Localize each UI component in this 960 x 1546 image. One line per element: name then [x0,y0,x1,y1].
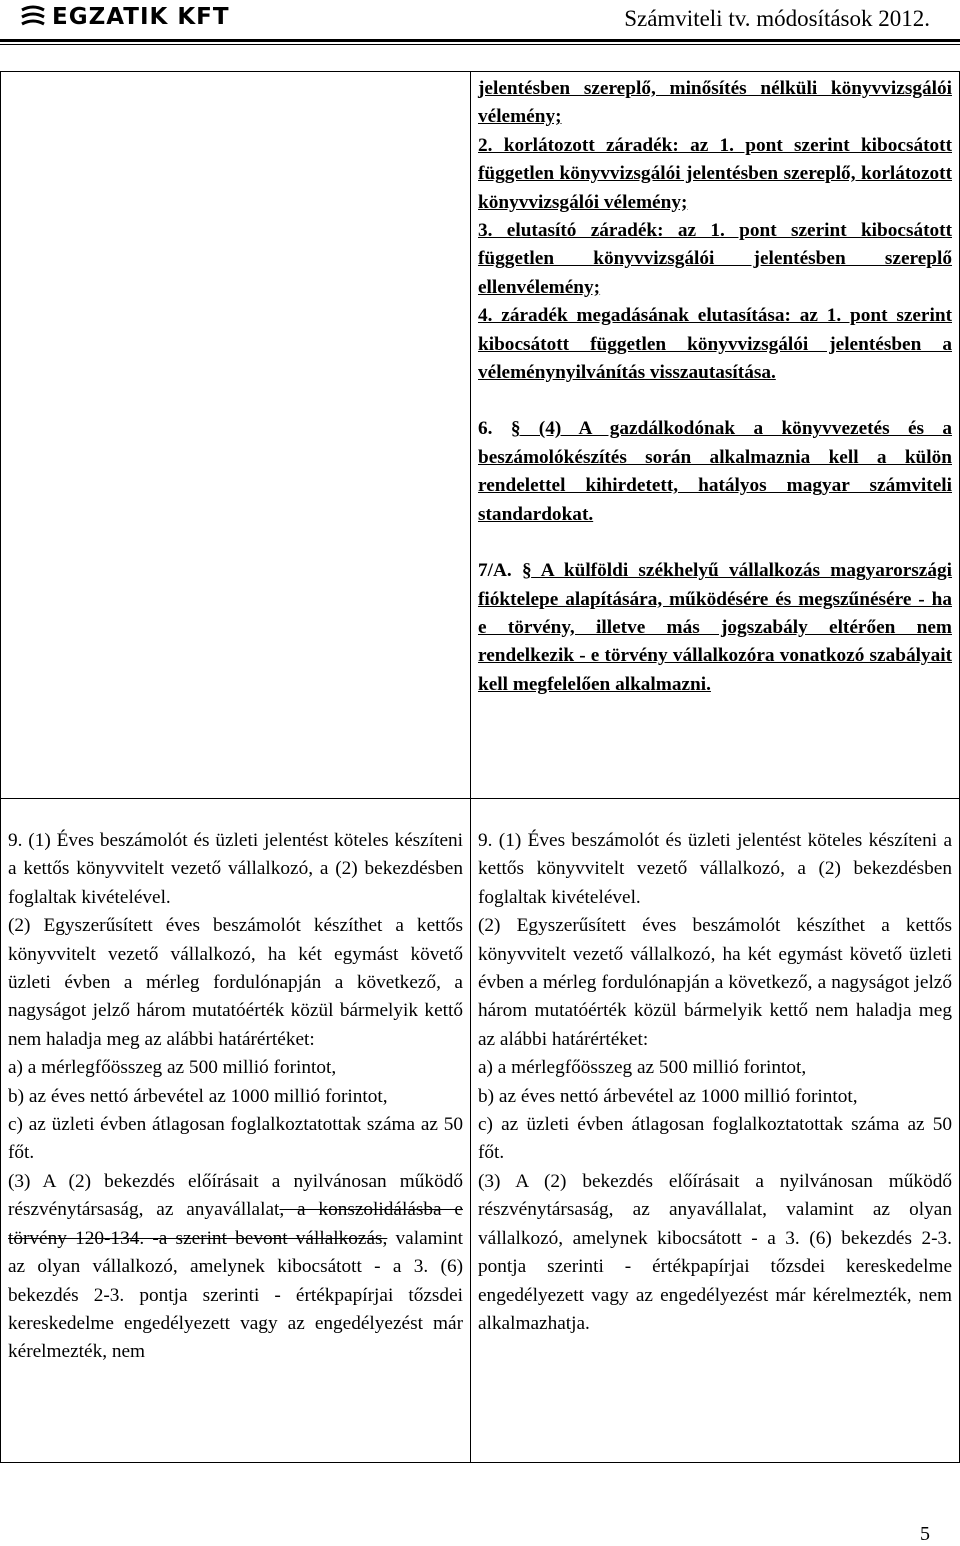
paragraph: c) az üzleti évben átlagosan foglalkoztatottak száma az 50 főt. [8,1114,463,1164]
page-header [0,0,960,44]
company-logo [20,2,230,32]
left-bottom-cell [8,827,463,1367]
paragraph: 9. (1) Éves beszámolót és üzleti jelentést köteles készíteni a kettős könyvvitelt vezető vállalkozó, a (2) bekezdésben foglaltak kivételével. [8,830,463,908]
section-text: A külföldi székhelyű vállalkozás magyarországi fióktelepe alapítására, működésére és megszűnésére - ha e törvény, illetve más jogszabály eltérően nem rendelkezik - e törvény vállalkozóra vonatkozó szabályait kell megfelelően alkalmazni. [478,560,953,695]
paragraph: 3. elutasító záradék: az 1. pont szerint kibocsátott független könyvvizsgálói jelentésben szereplő ellenvélemény; [478,220,952,298]
paragraph: 9. (1) Éves beszámolót és üzleti jelentést köteles készíteni a kettős könyvvitelt vezető vállalkozó, a (2) bekezdésben foglaltak kivételével. [478,830,952,908]
section-7a [478,557,952,699]
right-bottom-cell [478,827,952,1338]
text: (3) A (2) bekezdés előírásait a nyilvánosan működő részvénytársaság, az anyavállalat [8,1170,463,1221]
paragraph [8,1168,463,1367]
paragraph: (3) A (2) bekezdés előírásait a nyilvánosan működő részvénytársaság, az anyavállalat, valamint az olyan vállalkozó, amelynek kibocsátott - a 3. (6) bekezdés 2-3. pontja szerinti - értékpapírjai tőzsdei kereskedelme engedélyezett vagy az engedélyezést már kérelmezték, nem alkalmazhatja. [478,1170,952,1334]
section-number: 6. [478,418,511,440]
section-text: (4) A gazdálkodónak a könyvvezetés és a beszámolókészítés során alkalmaznia kell a külön rendelettel kihirdetett, hatályos magyar számviteli standardokat. [478,418,953,525]
logo-text: EGZATIK KFT [52,4,230,30]
logo-icon [20,4,46,30]
paragraph: a) a mérlegfőösszeg az 500 millió forintot, [478,1057,807,1079]
paragraph: b) az éves nettó árbevétel az 1000 millió forintot, [478,1085,858,1107]
document-title: Számviteli tv. módosítások 2012. [624,6,930,31]
section-sign-icon: § [521,560,532,582]
paragraph: c) az üzleti évben átlagosan foglalkoztatottak száma az 50 főt. [478,1114,952,1164]
paragraph: jelentésben szereplő, minősítés nélküli könyvvizsgálói vélemény; [478,78,952,128]
text: valamint az olyan vállalkozó, amelynek kibocsátott - a 3. (6) bekezdés 2-3. pontja szerinti - értékpapírjai tőzsdei kereskedelme engedélyezett vagy az engedélyezést már kérelmezték, nem [8,1227,463,1363]
section-6 [478,415,952,529]
section-sign-icon: § [510,418,521,440]
paragraph: 4. záradék megadásának elutasítása: az 1. pont szerint kibocsátott független könyvvizsgálói jelentésben a véleménynyilvánítás visszautasítása. [478,305,952,384]
column-divider [470,71,471,1463]
paragraph: (2) Egyszerűsített éves beszámolót készíthet a kettős könyvvitelt vezető vállalkozó, ha két egymást követő üzleti évben a mérleg fordulónapján a következő, a nagyságot jelző három mutatóérték közül bármelyik kettő nem haladja meg az alábbi határértéket: [8,915,463,1050]
paragraph: (2) Egyszerűsített éves beszámolót készíthet a kettős könyvvitelt vezető vállalkozó, ha két egymást követő üzleti évben a mérleg fordulónapján a következő, a nagyságot jelző három mutatóérték közül bármelyik kettő nem haladja meg az alábbi határértéket: [478,915,952,1050]
row-divider [0,798,960,799]
paragraph: 2. korlátozott záradék: az 1. pont szerint kibocsátott független könyvvizsgálói jelentésben szereplő, korlátozott könyvvizsgálói vélemény; [478,134,952,213]
right-top-cell [478,75,952,699]
page-number: 5 [920,1523,930,1545]
paragraph: a) a mérlegfőösszeg az 500 millió forintot, [8,1057,337,1079]
struck-text: , a konszolidálásba e törvény 120-134. -a szerint bevont vállalkozás, [8,1199,463,1249]
section-number: 7/A. [478,560,522,582]
header-rule [0,39,960,42]
paragraph: b) az éves nettó árbevétel az 1000 millió forintot, [8,1085,388,1107]
header-rule-thin [0,44,960,45]
